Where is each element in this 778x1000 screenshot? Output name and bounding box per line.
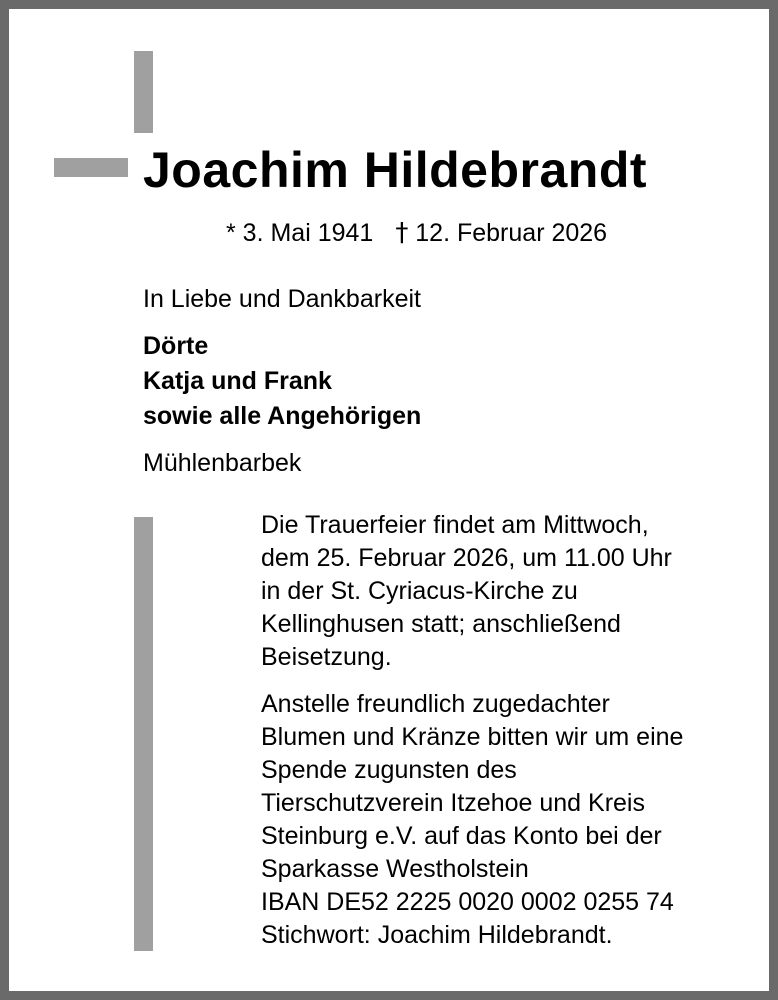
death-date: 12. Februar 2026 <box>415 219 608 247</box>
cross-vertical-bar <box>134 51 153 133</box>
mourner-name: Dörte <box>143 332 209 360</box>
text-line: dem 25. Februar 2026, um 11.00 Uhr <box>261 544 672 572</box>
text-line: Steinburg e.V. auf das Konto bei der <box>261 822 662 850</box>
dagger-icon: † <box>395 218 409 248</box>
text-line: Kellinghusen statt; anschließend <box>261 610 621 638</box>
mourners-list <box>143 329 421 434</box>
deceased-name: Joachim Hildebrandt <box>143 142 648 198</box>
text-line: Spende zugunsten des <box>261 756 517 784</box>
life-dates <box>226 217 607 249</box>
mourner-name: Katja und Frank <box>143 367 332 395</box>
text-line: Sparkasse Westholstein <box>261 855 529 883</box>
text-line: Die Trauerfeier findet am Mittwoch, <box>261 511 649 539</box>
text-line: Blumen und Kränze bitten wir um eine <box>261 723 684 751</box>
text-line: Anstelle freundlich zugedachter <box>261 690 610 718</box>
mourner-name: sowie alle Angehörigen <box>143 402 422 430</box>
funeral-paragraph <box>261 509 672 674</box>
place-name: Mühlenbarbek <box>143 449 302 477</box>
cross-horizontal-bar <box>54 158 128 177</box>
intro-text: In Liebe und Dankbarkeit <box>143 285 421 313</box>
decorative-side-bar <box>134 517 153 951</box>
text-line: in der St. Cyriacus-Kirche zu <box>261 577 578 605</box>
text-line: Tierschutzverein Itzehoe und Kreis <box>261 789 645 817</box>
birth-date: * 3. Mai 1941 <box>226 219 374 247</box>
text-line: Stichwort: Joachim Hildebrandt. <box>261 921 613 949</box>
iban-line: IBAN DE52 2225 0020 0002 0255 74 <box>261 888 674 916</box>
donation-paragraph <box>261 688 683 952</box>
text-line: Beisetzung. <box>261 643 392 671</box>
